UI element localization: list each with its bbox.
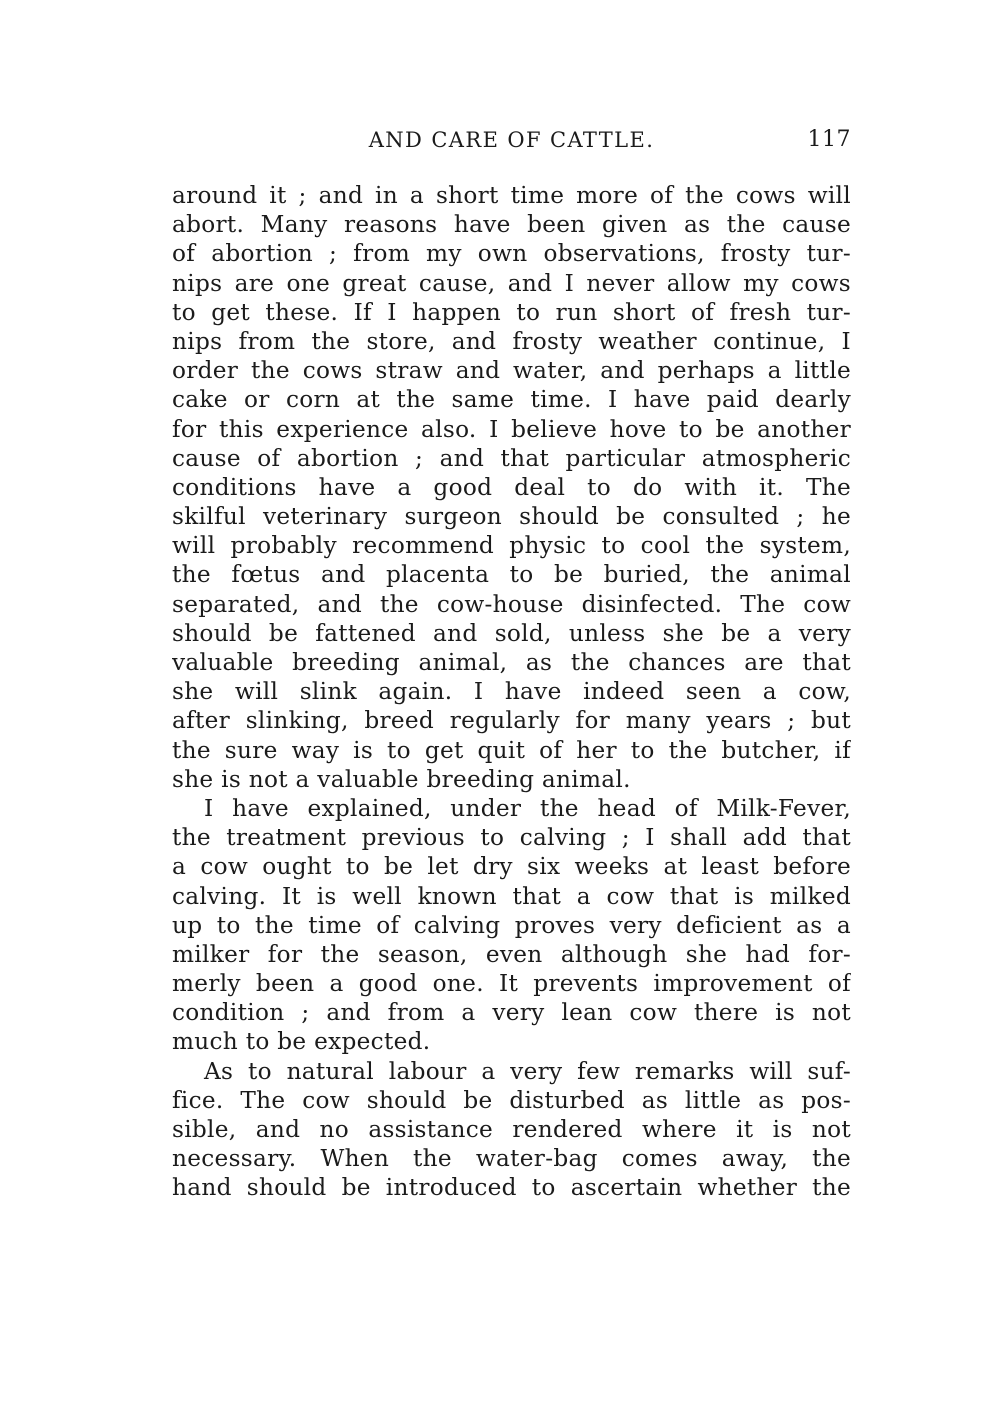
text-line: she will slink again. I have indeed seen a cow,: [172, 678, 851, 706]
text-line: to get these. If I happen to run short of fresh tur-: [172, 298, 851, 326]
text-line: the sure way is to get quit of her to the butcher, if: [172, 736, 851, 764]
text-line: abort. Many reasons have been given as the cause: [172, 211, 851, 239]
text-line: for this experience also. I believe hove to be another: [172, 415, 851, 443]
text-line: fice. The cow should be disturbed as little as pos-: [172, 1086, 851, 1114]
text-line: milker for the season, even although she had for-: [172, 940, 851, 968]
text-line: order the cows straw and water, and perhaps a little: [172, 357, 851, 385]
text-line: valuable breeding animal, as the chances are that: [172, 649, 851, 676]
text-line: much to be expected.: [172, 1028, 431, 1056]
text-line: up to the time of calving proves very deficient as a: [172, 911, 851, 939]
running-head: [172, 124, 851, 156]
text-line: condition ; and from a very lean cow there is not: [172, 999, 851, 1027]
text-line: after slinking, breed regularly for many years ; but: [172, 707, 851, 735]
text-line: cake or corn at the same time. I have paid dearly: [172, 386, 851, 414]
text-line: of abortion ; from my own observations, frosty tur-: [172, 240, 851, 268]
text-line: she is not a valuable breeding animal.: [172, 765, 631, 793]
paragraph-2: [172, 794, 851, 1057]
text-line: skilful veterinary surgeon should be consulted ; he: [172, 503, 851, 531]
text-line: I have explained, under the head of Milk-Fever,: [204, 794, 851, 822]
page-number: 117: [807, 127, 851, 152]
text-line: separated, and the cow-house disinfected. The cow: [172, 590, 851, 618]
paragraph-1: [172, 181, 851, 794]
running-title: AND CARE OF CATTLE.: [368, 128, 655, 152]
text-line: calving. It is well known that a cow that is milked: [172, 882, 851, 910]
text-line: sible, and no assistance rendered where it is not: [172, 1116, 851, 1143]
text-line: will probably recommend physic to cool the system,: [172, 532, 851, 560]
body-text: [172, 181, 851, 1203]
text-line: the treatment previous to calving ; I shall add that: [172, 824, 851, 852]
text-line: around it ; and in a short time more of the cows will: [172, 182, 851, 209]
text-line: hand should be introduced to ascertain whether the: [172, 1174, 851, 1202]
text-line: nips from the store, and frosty weather continue, I: [172, 327, 851, 355]
text-line: the fœtus and placenta to be buried, the animal: [172, 561, 851, 589]
text-line: As to natural labour a very few remarks will suf-: [204, 1057, 851, 1085]
text-line: conditions have a good deal to do with it. The: [172, 473, 851, 501]
paragraph-3: [172, 1057, 851, 1203]
text-line: a cow ought to be let dry six weeks at least before: [172, 853, 851, 881]
text-line: merly been a good one. It prevents improvement of: [172, 970, 851, 998]
text-line: necessary. When the water-bag comes away, the: [172, 1145, 851, 1173]
text-line: nips are one great cause, and I never allow my cows: [172, 269, 851, 297]
text-line: should be fattened and sold, unless she be a very: [172, 619, 851, 647]
text-line: cause of abortion ; and that particular atmospheric: [172, 444, 851, 472]
